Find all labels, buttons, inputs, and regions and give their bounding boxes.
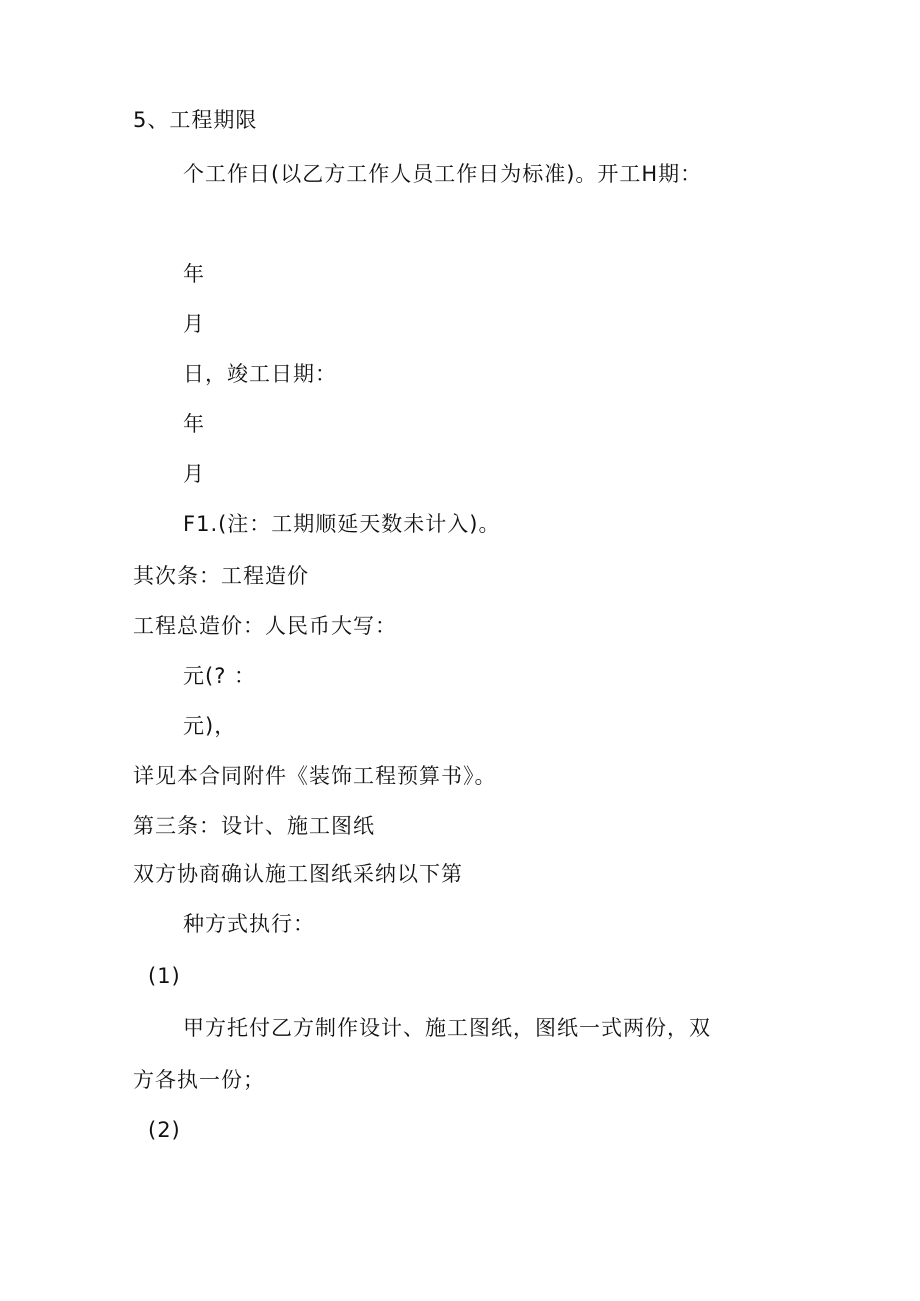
completion-date-note: F1.(注：工期顺延天数未计入)。 [183,512,501,536]
drawings-agreement-text: 双方协商确认施工图纸采纳以下第 [133,862,463,886]
option-one-marker: (1) [148,964,181,988]
start-date-month: 月 [183,312,205,336]
section-heading-construction-period: 5、工程期限 [133,108,258,132]
option-one-text-continued: 方各执一份； [133,1068,265,1092]
option-one-text: 甲方托付乙方制作设计、施工图纸，图纸一式两份，双 [183,1016,711,1040]
budget-reference: 详见本合同附件《装饰工程预算书》。 [133,764,497,788]
option-two-marker: (2) [148,1118,181,1142]
start-date-day-and-completion-label: 日，竣工日期： [183,362,337,386]
total-cost-label: 工程总造价：人民币大写： [133,614,397,638]
article-two-heading: 其次条：工程造价 [133,564,309,588]
start-date-year: 年 [183,262,205,286]
paragraph-working-days: 个工作日(以乙方工作人员工作日为标准)。开工H期： [183,162,703,186]
article-three-heading: 第三条：设计、施工图纸 [133,814,375,838]
cost-yuan-amount: 元(? ： [183,664,257,688]
completion-date-month: 月 [183,462,205,486]
completion-date-year: 年 [183,412,205,436]
drawings-method-text: 种方式执行： [183,912,315,936]
cost-yuan-figure: 元)， [183,714,237,738]
